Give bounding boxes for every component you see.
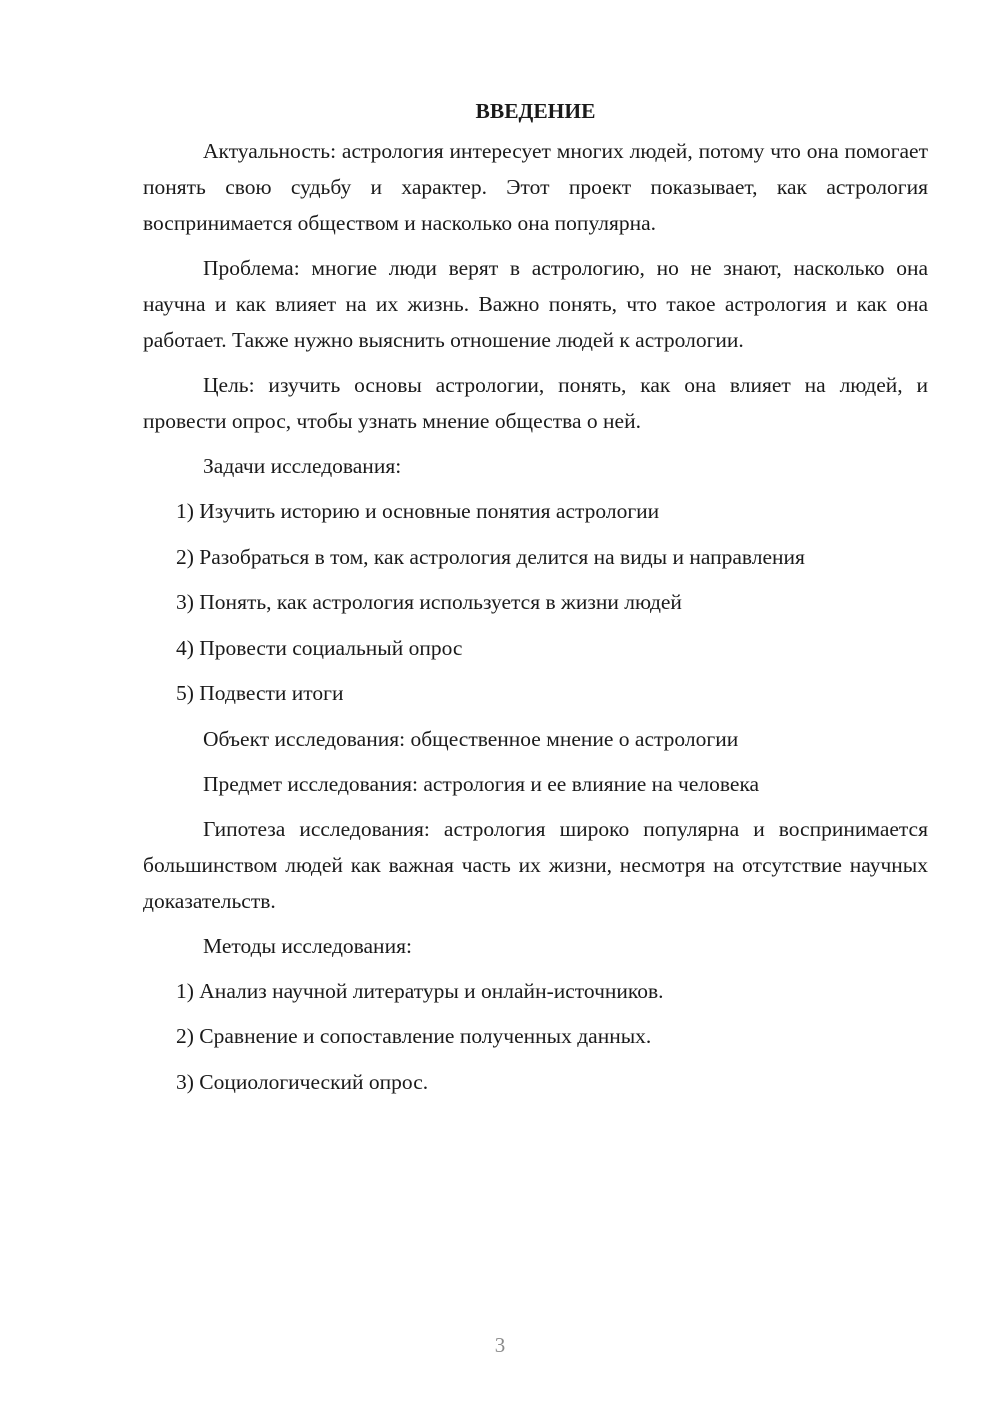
page-content xyxy=(143,93,928,1109)
method-item: 1) Анализ научной литературы и онлайн-источников. xyxy=(176,978,664,1003)
task-item: 5) Подвести итоги xyxy=(176,681,344,705)
paragraph-relevance: Актуальность: астрология интересует многих людей, потому что она помогает понять свою судьбу и характер. Этот проект показывает, как астрология воспринимается обществом и насколько она популярна. xyxy=(143,139,928,235)
task-item: 1) Изучить историю и основные понятия астрологии xyxy=(176,499,660,523)
section-heading: ВВЕДЕНИЕ xyxy=(475,99,596,123)
task-item: 2) Разобраться в том, как астрология делится на виды и направления xyxy=(176,544,805,569)
tasks-label: Задачи исследования: xyxy=(203,454,402,478)
methods-label: Методы исследования: xyxy=(203,933,412,958)
method-item: 3) Социологический опрос. xyxy=(176,1069,429,1094)
research-subject: Предмет исследования: астрология и ее влияние на человека xyxy=(203,771,760,796)
paragraph-hypothesis: Гипотеза исследования: астрология широко популярна и воспринимается большинством людей как важная часть их жизни, несмотря на отсутствие научных доказательств. xyxy=(143,816,928,913)
method-item: 2) Сравнение и сопоставление полученных данных. xyxy=(176,1024,652,1048)
task-item: 4) Провести социальный опрос xyxy=(176,635,463,660)
paragraph-goal: Цель: изучить основы астрологии, понять, как она влияет на людей, и провести опрос, чтобы узнать мнение общества о ней. xyxy=(143,373,928,433)
paragraph-problem: Проблема: многие люди верят в астрологию, но не знают, насколько она научна и как влияет на их жизнь. Важно понять, что такое астрология и как она работает. Также нужно выяснить отношение людей к астрологии. xyxy=(143,256,928,352)
research-object: Объект исследования: общественное мнение о астрологии xyxy=(203,726,739,751)
task-item: 3) Понять, как астрология используется в жизни людей xyxy=(176,590,682,614)
page-number: 3 xyxy=(494,1333,506,1357)
